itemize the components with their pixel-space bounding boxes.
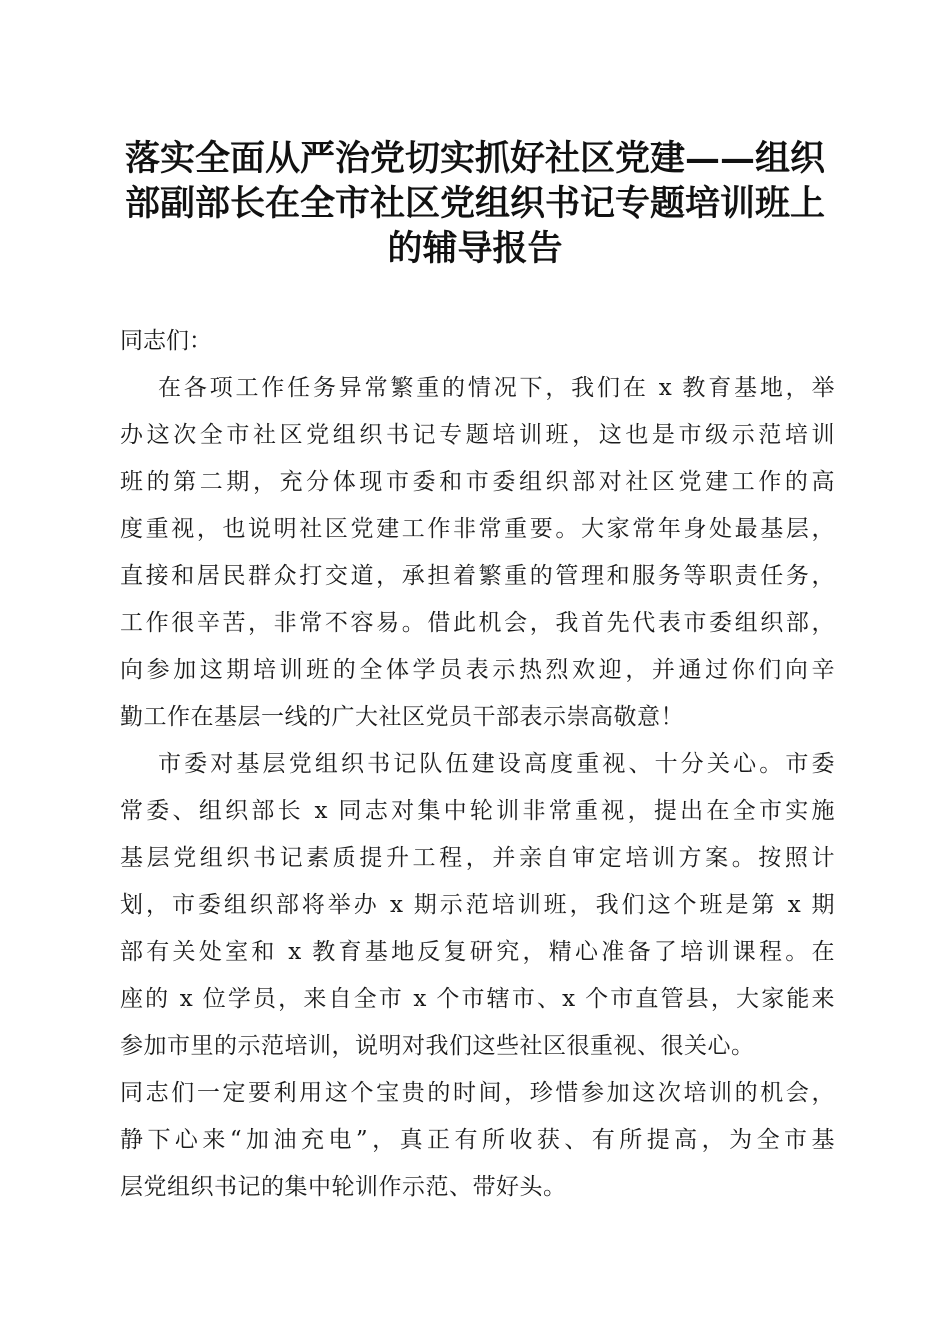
- text-line: 参加市里的示范培训，说明对我们这些社区很重视、很关心。: [120, 1033, 755, 1059]
- text-line: 基层党组织书记素质提升工程，并亲自审定培训方案。按照计: [120, 845, 835, 871]
- text-line: 向参加这期培训班的全体学员表示热烈欢迎，并通过你们向辛: [120, 657, 835, 683]
- document-title: [100, 136, 850, 271]
- text-line: 工作很辛苦，非常不容易。借此机会，我首先代表市委组织部，: [120, 610, 835, 636]
- text-line: 在各项工作任务异常繁重的情况下，我们在 x 教育基地，举: [158, 375, 835, 401]
- text-line: 层党组织书记的集中轮训作示范、带好头。: [120, 1174, 567, 1200]
- text-line: 班的第二期，充分体现市委和市委组织部对社区党建工作的高: [120, 469, 835, 495]
- paragraph-1: [120, 365, 835, 741]
- text-line: 划，市委组织部将举办 x 期示范培训班，我们这个班是第 x 期: [120, 892, 835, 918]
- document-body: [120, 318, 835, 1211]
- text-line: 度重视，也说明社区党建工作非常重要。大家常年身处最基层，: [120, 516, 835, 542]
- text-line: 直接和居民群众打交道，承担着繁重的管理和服务等职责任务，: [120, 563, 835, 589]
- title-line: 落实全面从严治党切实抓好社区党建——组织: [124, 138, 825, 179]
- text-line: 常委、组织部长 x 同志对集中轮训非常重视，提出在全市实施: [120, 798, 835, 824]
- title-line: 部副部长在全市社区党组织书记专题培训班上: [124, 183, 825, 224]
- text-line: 静下心来“加油充电”，真正有所收获、有所提高，为全市基: [120, 1127, 835, 1153]
- text-line: 部有关处室和 x 教育基地反复研究，精心准备了培训课程。在: [120, 939, 835, 965]
- paragraph-2: [120, 741, 835, 1211]
- text-line: 勤工作在基层一线的广大社区党员干部表示崇高敬意！: [120, 704, 684, 730]
- text-line: 座的 x 位学员，来自全市 x 个市辖市、x 个市直管县，大家能来: [120, 986, 835, 1012]
- text-line: 办这次全市社区党组织书记专题培训班，这也是市级示范培训: [120, 422, 835, 448]
- title-line: 的辅导报告: [387, 228, 563, 269]
- text-line: 同志们一定要利用这个宝贵的时间，珍惜参加这次培训的机会，: [120, 1080, 835, 1106]
- salutation: 同志们：: [120, 328, 212, 354]
- text-line: 市委对基层党组织书记队伍建设高度重视、十分关心。市委: [158, 751, 835, 777]
